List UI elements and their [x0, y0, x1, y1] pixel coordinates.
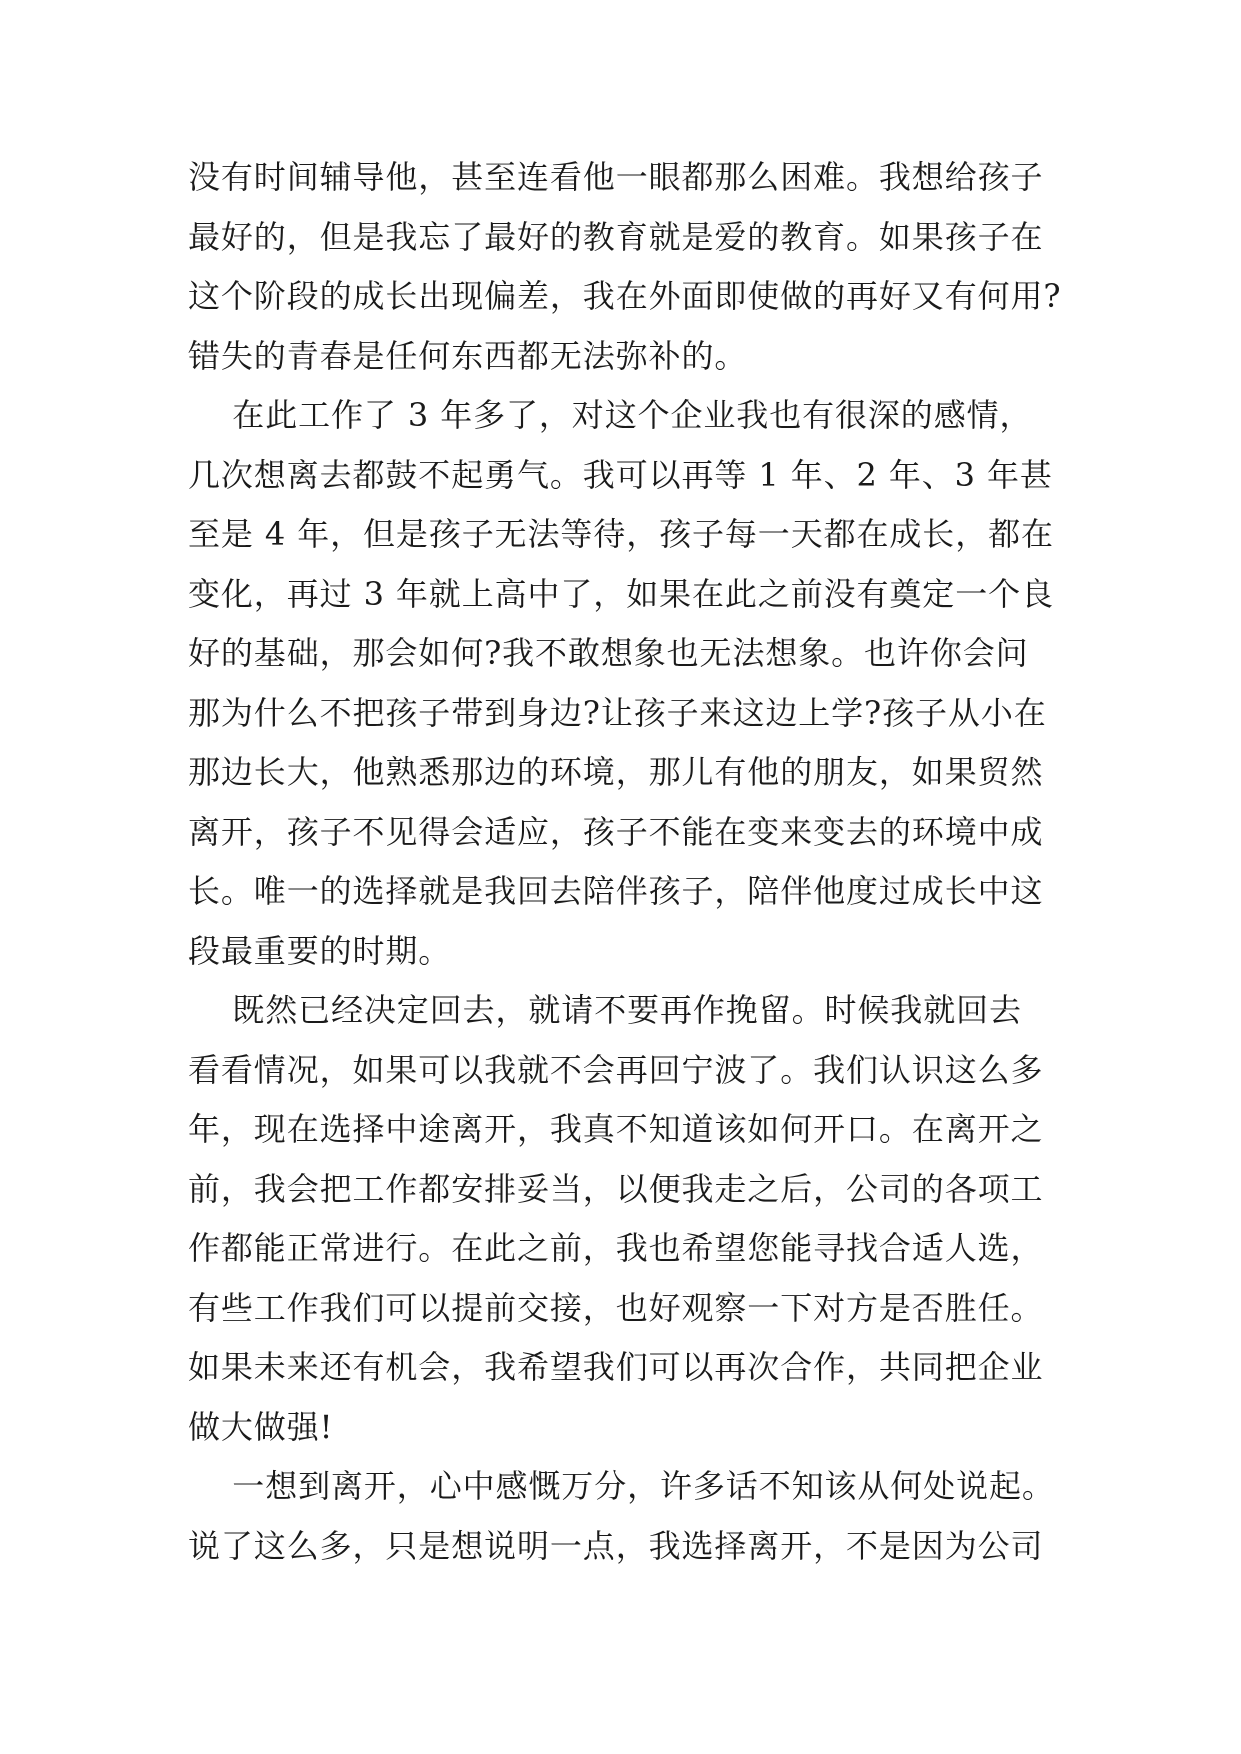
text-line: 年，现在选择中途离开，我真不知道该如何开口。在离开之 [188, 1110, 1044, 1148]
text-line: 几次想离去都鼓不起勇气。我可以再等 1 年、2 年、3 年甚 [188, 455, 1053, 494]
text-line: 在此工作了 3 年多了，对这个企业我也有很深的感情， [188, 396, 1033, 434]
text-line: 好的基础，那会如何?我不敢想象也无法想象。也许你会问 [188, 634, 1029, 672]
text-line: 错失的青春是任何东西都无法弥补的。 [188, 336, 748, 375]
text-line: 最好的，但是我忘了最好的教育就是爱的教育。如果孩子在 [188, 217, 1044, 256]
text-line: 作都能正常进行。在此之前，我也希望您能寻找合适人选， [188, 1229, 1044, 1267]
text-line: 看看情况，如果可以我就不会再回宁波了。我们认识这么多 [188, 1050, 1044, 1089]
text-line: 至是 4 年，但是孩子无法等待，孩子每一天都在成长，都在 [188, 515, 1054, 553]
text-line: 前，我会把工作都安排妥当，以便我走之后，公司的各项工 [188, 1169, 1044, 1208]
text-line: 说了这么多，只是想说明一点，我选择离开，不是因为公司 [188, 1526, 1044, 1565]
text-line: 那边长大，他熟悉那边的环境，那儿有他的朋友，如果贸然 [188, 753, 1044, 791]
document-body [188, 148, 1062, 1576]
text-line: 没有时间辅导他，甚至连看他一眼都那么困难。我想给孩子 [188, 158, 1044, 196]
text-line: 一想到离开，心中感慨万分，许多话不知该从何处说起。 [188, 1467, 1055, 1505]
text-line: 离开，孩子不见得会适应，孩子不能在变来变去的环境中成 [188, 812, 1044, 851]
text-line: 变化，再过 3 年就上高中了，如果在此之前没有奠定一个良 [188, 574, 1054, 613]
text-line: 段最重要的时期。 [188, 931, 452, 970]
text-line: 长。唯一的选择就是我回去陪伴孩子，陪伴他度过成长中这 [188, 872, 1044, 910]
text-line: 做大做强! [188, 1407, 334, 1446]
text-line: 那为什么不把孩子带到身边?让孩子来这边上学?孩子从小在 [188, 693, 1047, 732]
text-line: 有些工作我们可以提前交接，也好观察一下对方是否胜任。 [188, 1288, 1044, 1327]
text-line: 如果未来还有机会，我希望我们可以再次合作，共同把企业 [188, 1348, 1044, 1386]
text-line: 这个阶段的成长出现偏差，我在外面即使做的再好又有何用? [188, 277, 1062, 315]
text-line: 既然已经决定回去，就请不要再作挽留。时候我就回去 [188, 991, 1022, 1029]
